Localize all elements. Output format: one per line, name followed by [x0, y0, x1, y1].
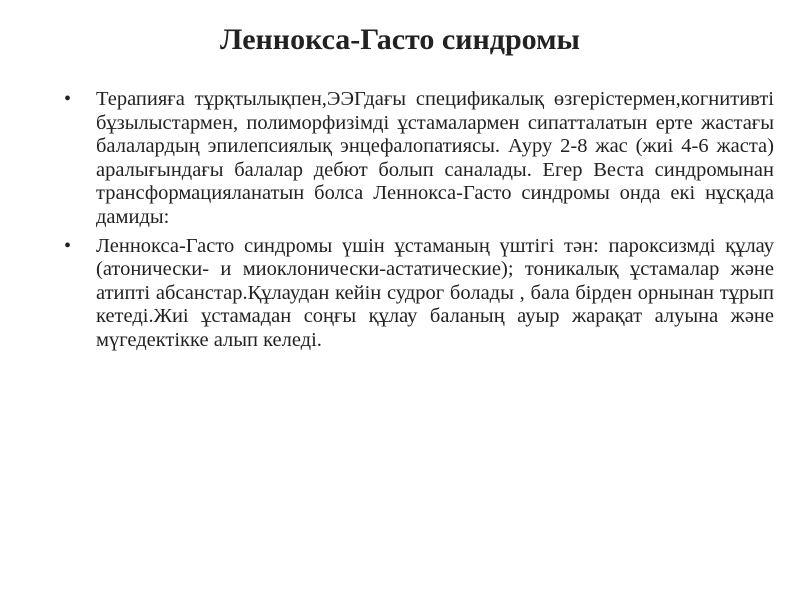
slide-title: Леннокса-Гасто синдромы	[220, 23, 580, 56]
bullet-item-1	[58, 88, 774, 230]
bullet-text-1: Терапияға тұрқтылықпен,ЭЭГдағы спецификалық өзгерістермен,когнитивті бұзылыстармен, полиморфизімді ұстамалармен сипатталатын ерте жастағы балалардың эпилепсиялық энцефалопатиясы. Ауру 2-8 жас (жиі 4-6 жаста) аралығындағы балалар дебют болып саналады. Егер Веста синдромынан трансформацияланатын болса Леннокса-Гасто синдромы онда екі нұсқада дамиды:	[96, 88, 774, 228]
bullet-list	[58, 88, 774, 358]
bullet-text-2: Леннокса-Гасто синдромы үшін ұстаманың үштігі тән: пароксизмді құлау (атонически- и миоклонически-астатические); тоникалық ұстамалар және атипті абсанстар.Құлаудан кейін судрог болады , бала бірден орнынан тұрып кетеді.Жиі ұстамадан соңғы құлау баланың ауыр жарақат алуына және мүгедектікке алып келеді.	[96, 234, 774, 351]
bullet-icon: •	[64, 88, 72, 110]
bullet-icon: •	[64, 234, 72, 257]
bullet-item-2	[58, 235, 774, 353]
